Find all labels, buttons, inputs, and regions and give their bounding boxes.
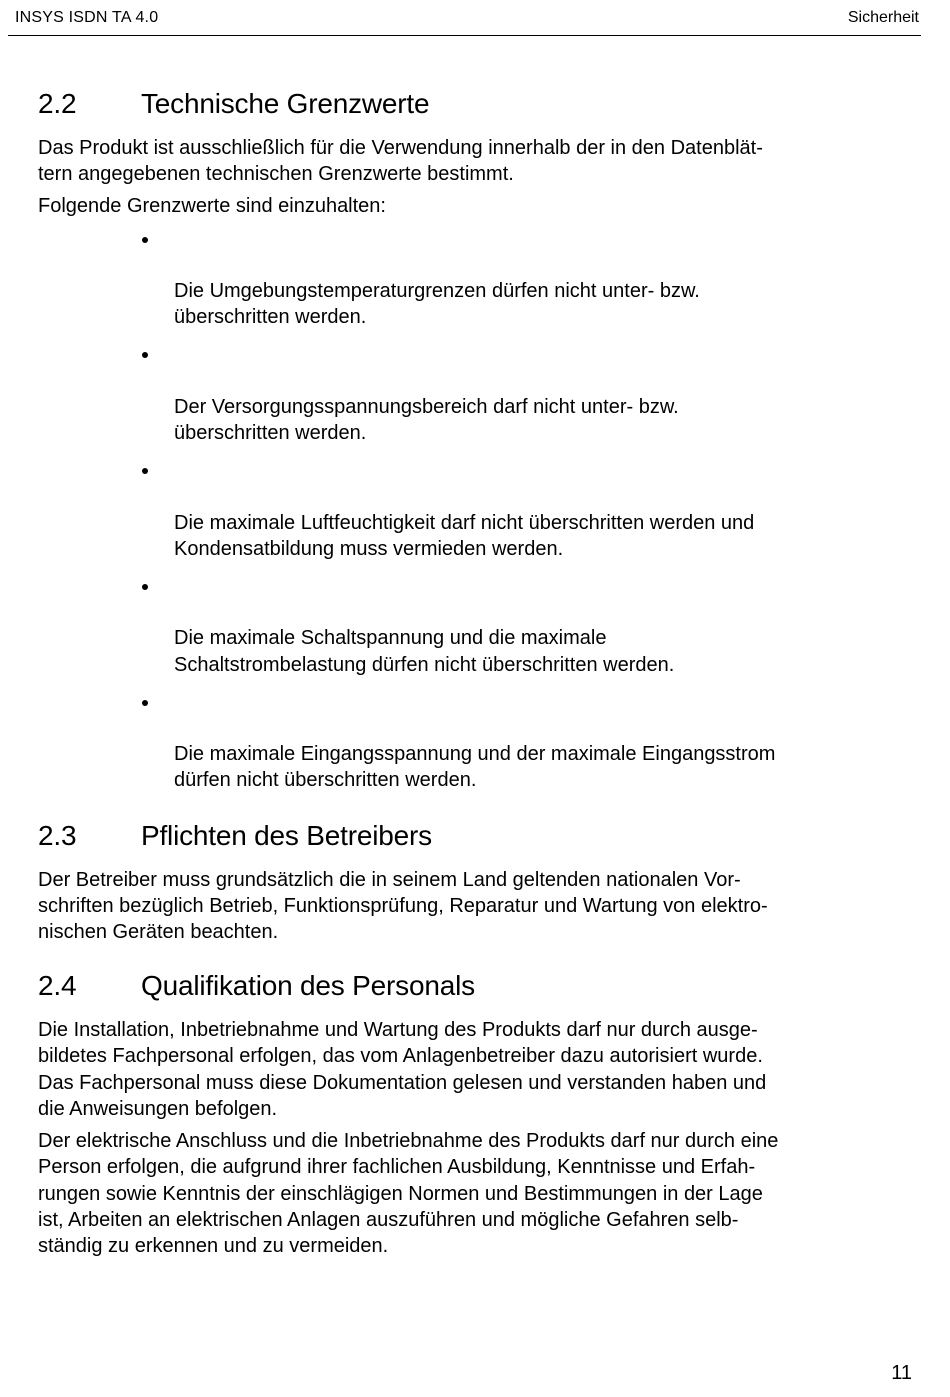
- paragraph: Das Produkt ist ausschließlich für die Verwendung innerhalb der in den Datenblät- tern angegebenen technischen Grenzwerte bestimmt.: [38, 137, 763, 186]
- section-title: Technische Grenzwerte: [141, 88, 430, 119]
- paragraph: Die Installation, Inbetriebnahme und Wartung des Produkts darf nur durch ausge- bildetes Fachpersonal erfolgen, das vom Anlagenbetreiber dazu autorisiert wurde. Das Fachpersonal muss diese Dokumentation gelesen und verstanden haben und die Anweisungen befolgen.: [38, 1019, 767, 1120]
- document-title: INSYS ISDN TA 4.0: [15, 9, 159, 26]
- page-header: [8, 0, 921, 36]
- list-item: [38, 689, 898, 794]
- paragraph: Der elektrische Anschluss und die Inbetriebnahme des Produkts darf nur durch eine Person erfolgen, die aufgrund ihrer fachlichen Ausbildung, Kenntnisse und Erfah- rungen sowie Kenntnis der einschlägigen Normen und Bestimmungen in der Lage ist, Arbeiten an elektrischen Anlagen auszuführen und mögliche Gefahren selb- ständig zu erkennen und zu vermeiden.: [38, 1130, 779, 1257]
- list-item: [38, 457, 898, 562]
- section-number: 2.4: [38, 970, 77, 1002]
- list-item-text: Die Umgebungstemperaturgrenzen dürfen nicht unter- bzw. überschritten werden.: [174, 280, 700, 329]
- section-heading: [38, 86, 898, 122]
- chapter-title: Sicherheit: [847, 9, 919, 26]
- list-item-text: Die maximale Eingangsspannung und der maximale Eingangsstrom dürfen nicht überschritten werden.: [174, 743, 776, 792]
- section-qualifikation-des-personals: [38, 968, 898, 1259]
- bullet-icon: [142, 584, 148, 590]
- list-item: [38, 573, 898, 678]
- section-technische-grenzwerte: [38, 86, 898, 794]
- bullet-icon: [142, 237, 148, 243]
- section-pflichten-des-betreibers: [38, 818, 898, 946]
- paragraph: Der Betreiber muss grundsätzlich die in seinem Land geltenden nationalen Vor- schriften bezüglich Betrieb, Funktionsprüfung, Reparatur und Wartung von elektro- nischen Geräten beachten.: [38, 868, 768, 944]
- limits-list: [38, 226, 898, 794]
- section-title: Pflichten des Betreibers: [141, 819, 432, 851]
- page-number: 11: [891, 1362, 912, 1384]
- section-heading: [38, 968, 898, 1004]
- list-item: [38, 226, 898, 331]
- list-item-text: Der Versorgungsspannungsbereich darf nicht unter- bzw. überschritten werden.: [174, 395, 679, 445]
- section-title: Qualifikation des Personals: [141, 970, 475, 1002]
- section-number: 2.2: [38, 88, 77, 119]
- paragraph: Folgende Grenzwerte sind einzuhalten:: [38, 195, 386, 218]
- bullet-icon: [142, 468, 148, 474]
- bullet-icon: [142, 700, 148, 706]
- section-number: 2.3: [38, 819, 77, 851]
- section-heading: [38, 818, 898, 854]
- bullet-icon: [142, 352, 148, 358]
- list-item-text: Die maximale Luftfeuchtigkeit darf nicht überschritten werden und Kondensatbildung muss vermieden werden.: [174, 511, 755, 560]
- list-item-text: Die maximale Schaltspannung und die maximale Schaltstrombelastung dürfen nicht überschritten werden.: [174, 627, 675, 676]
- page-content: [38, 86, 898, 1265]
- list-item: [38, 341, 898, 446]
